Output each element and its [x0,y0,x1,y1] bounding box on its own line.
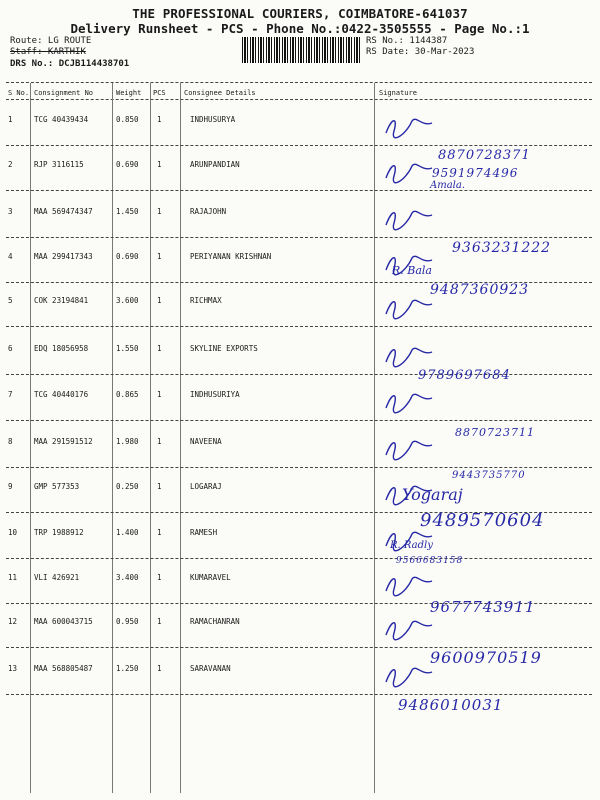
rs-number: RS No.: 1144387 [366,36,448,46]
cell-consignee: LOGARAJ [190,482,222,491]
cell-consignee: KUMARAVEL [190,573,231,582]
cell-pcs: 1 [157,617,162,626]
cell-pcs: 1 [157,252,162,261]
cell-sno: 2 [8,160,13,169]
signature-phone: 9566683158 [396,556,464,566]
cell-sno: 9 [8,482,13,491]
cell-weight: 0.850 [116,115,139,124]
cell-sno: 8 [8,437,13,446]
signature-scribble-icon [382,435,442,461]
signature-phone: 9486010031 [398,696,504,714]
col-header-consignee: Consignee Details [184,89,256,97]
drs-number: DRS No.: DCJB114438701 [10,59,130,69]
cell-consignment: RJP 3116115 [34,160,84,169]
signature-phone: 9600970519 [430,648,542,667]
row-separator [6,326,592,327]
signature-scribble-icon [382,205,442,231]
signature-phone: 9487360923 [430,282,530,298]
cell-weight: 1.250 [116,664,139,673]
cell-pcs: 1 [157,115,162,124]
row-separator [6,420,592,421]
row-separator [6,467,592,468]
cell-consignment: MAA 568805487 [34,664,93,673]
signature-phone: 9677743911 [430,598,536,616]
company-title: THE PROFESSIONAL COURIERS, COIMBATORE-641037 [132,6,468,21]
signature-phone: 9591974496 [432,166,519,180]
cell-consignment: TRP 1988912 [34,528,84,537]
cell-sno: 5 [8,296,13,305]
cell-weight: 3.400 [116,573,139,582]
cell-consignee: SKYLINE EXPORTS [190,344,258,353]
cell-consignee: RAMESH [190,528,218,537]
cell-pcs: 1 [157,664,162,673]
col-header-pcs: PCS [153,89,166,97]
cell-weight: 3.600 [116,296,139,305]
cell-pcs: 1 [157,160,162,169]
cell-consignment: EDQ 18056958 [34,344,89,353]
row-separator [6,558,592,559]
cell-sno: 4 [8,252,13,261]
cell-consignee: INDHUSURYA [190,115,236,124]
cell-sno: 3 [8,207,13,216]
signature-scribble-icon [382,571,442,597]
signature-scribble-icon [382,662,442,688]
cell-pcs: 1 [157,528,162,537]
cell-pcs: 1 [157,482,162,491]
cell-consignee: INDHUSURIYA [190,390,240,399]
staff-label: Staff: KARTHIK [10,47,86,57]
cell-consignee: ARUNPANDIAN [190,160,240,169]
col-header-weight: Weight [116,89,142,97]
cell-consignment: MAA 299417343 [34,252,93,261]
cell-consignee: NAVEENA [190,437,222,446]
signature-phone: 8870723711 [455,426,535,439]
col-header-consignment: Consignment No [34,89,94,97]
cell-sno: 1 [8,115,13,124]
cell-consignee: RICHMAX [190,296,222,305]
rs-date: RS Date: 30-Mar-2023 [366,47,475,57]
cell-sno: 10 [8,528,18,537]
cell-pcs: 1 [157,390,162,399]
cell-pcs: 1 [157,344,162,353]
table-top-rule [6,82,592,83]
cell-weight: 0.690 [116,252,139,261]
cell-consignment: GMP 577353 [34,482,80,491]
cell-weight: 1.550 [116,344,139,353]
cell-pcs: 1 [157,437,162,446]
cell-consignment: VLI 426921 [34,573,80,582]
barcode-image [242,37,362,63]
signature-scribble-icon [382,615,442,641]
cell-weight: 1.400 [116,528,139,537]
cell-consignment: COK 23194841 [34,296,89,305]
cell-consignee: RAMACHANRAN [190,617,240,626]
cell-weight: 0.690 [116,160,139,169]
col-header-sno: S No. [8,89,30,97]
signature-phone: 9789697684 [418,368,511,383]
handwritten-name: R. Radly [390,540,433,551]
handwritten-name: Amala. [430,180,466,191]
cell-pcs: 1 [157,573,162,582]
cell-weight: 1.450 [116,207,139,216]
cell-consignment: MAA 569474347 [34,207,93,216]
signature-scribble-icon [382,294,442,320]
cell-sno: 12 [8,617,18,626]
signature-scribble-icon [382,388,442,414]
row-separator [6,694,592,695]
signature-scribble-icon [382,342,442,368]
cell-weight: 0.250 [116,482,139,491]
cell-consignment: MAA 291591512 [34,437,93,446]
header-rule [6,99,592,100]
cell-sno: 6 [8,344,13,353]
handwritten-name: Yogaraj [402,485,463,504]
cell-consignee: RAJAJOHN [190,207,227,216]
cell-weight: 0.865 [116,390,139,399]
signature-scribble-icon [382,113,442,139]
cell-pcs: 1 [157,207,162,216]
cell-sno: 7 [8,390,13,399]
row-separator [6,190,592,191]
cell-sno: 11 [8,573,18,582]
signature-phone: 9443735770 [452,470,526,481]
cell-consignment: TCG 40440176 [34,390,89,399]
row-separator [6,145,592,146]
cell-weight: 1.980 [116,437,139,446]
signature-phone: 9363231222 [452,240,552,256]
cell-pcs: 1 [157,296,162,305]
signature-phone: 8870728371 [438,148,531,163]
cell-consignment: TCG 40439434 [34,115,89,124]
route-label: Route: LG ROUTE [10,36,92,46]
cell-consignment: MAA 600043715 [34,617,93,626]
runsheet-subtitle: Delivery Runsheet - PCS - Phone No.:0422-3505555 - Page No.:1 [70,21,530,36]
cell-weight: 0.950 [116,617,139,626]
cell-consignee: PERIYANAN KRISHNAN [190,252,272,261]
row-separator [6,237,592,238]
cell-sno: 13 [8,664,18,673]
cell-consignee: SARAVANAN [190,664,231,673]
handwritten-name: R. Bala [392,264,432,277]
signature-phone: 9489570604 [420,510,545,531]
col-header-signature: Signature [379,89,417,97]
